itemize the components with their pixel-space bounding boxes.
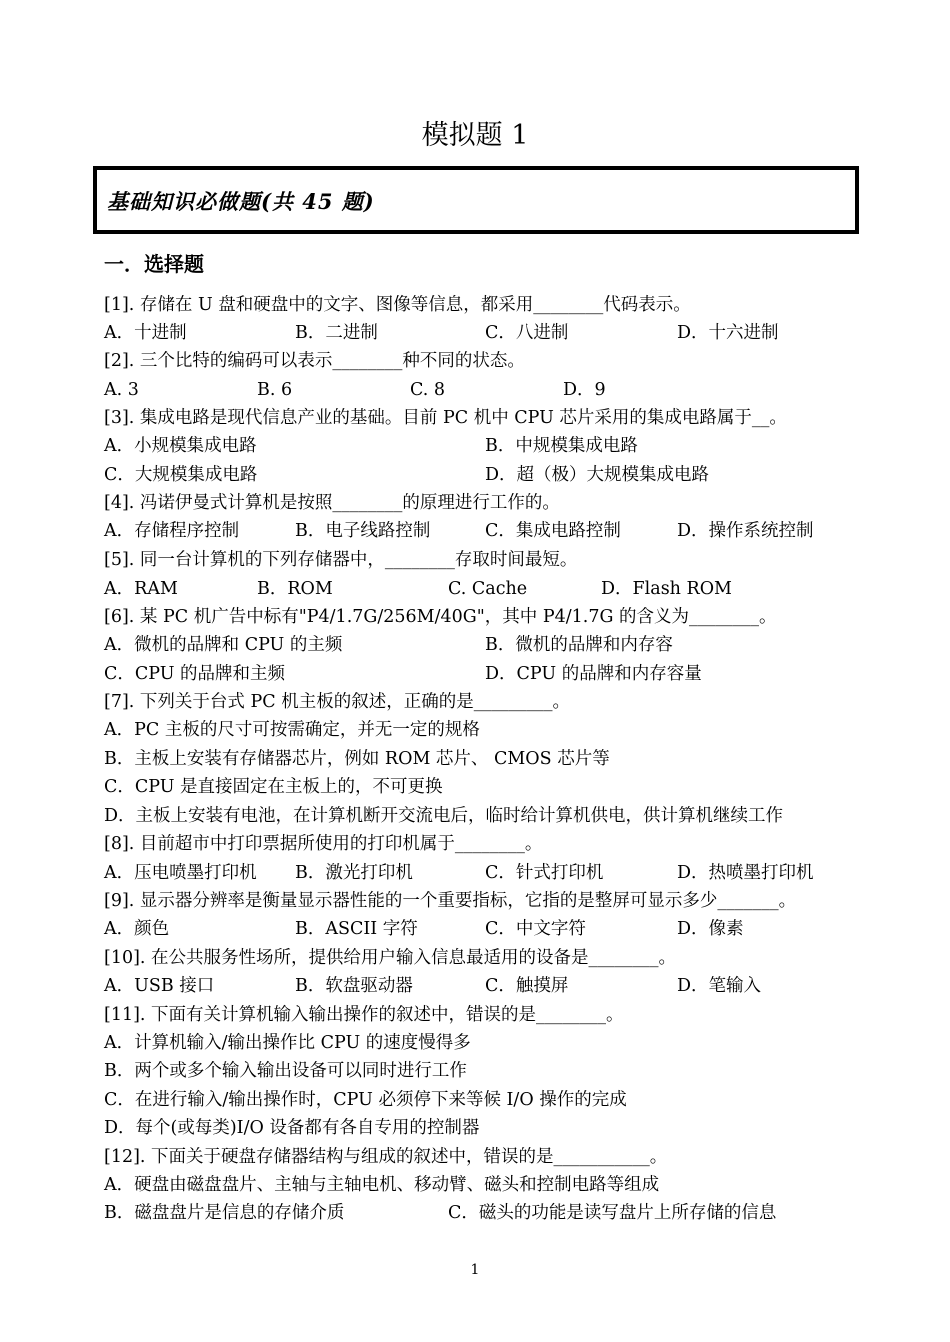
answer-option: D．像素 — [677, 919, 744, 939]
section-heading: 一．选择题 — [104, 252, 204, 276]
answer-option: D．9 — [563, 380, 606, 400]
question-line: A．硬盘由磁盘盘片、主轴与主轴电机、移动臂、磁头和控制电路等组成 — [104, 1175, 660, 1195]
answer-option: D．超（极）大规模集成电路 — [485, 465, 710, 485]
question-line: [6]. 某 PC 机广告中标有"P4/1.7G/256M/40G"，其中 P4/1.7G 的含义为________。 — [104, 607, 777, 627]
answer-option: D．操作系统控制 — [677, 521, 814, 541]
question-line: [5]. 同一台计算机的下列存储器中，________存取时间最短。 — [104, 550, 578, 570]
answer-option: B. 6 — [257, 380, 293, 400]
answer-option: A．微机的品牌和 CPU 的主频 — [104, 635, 343, 655]
answer-option: D．十六进制 — [677, 323, 779, 343]
answer-option: C. 8 — [410, 380, 446, 400]
answer-option: D．热喷墨打印机 — [677, 863, 814, 883]
question-line: C．在进行输入/输出操作时，CPU 必须停下来等候 I/O 操作的完成 — [104, 1090, 627, 1110]
section-box — [93, 166, 859, 234]
answer-option: C．磁头的功能是读写盘片上所存储的信息 — [448, 1203, 777, 1223]
answer-option: A．小规模集成电路 — [104, 436, 257, 456]
question-line: [1]. 存储在 U 盘和硬盘中的文字、图像等信息，都采用________代码表示。 — [104, 295, 691, 315]
question-line: D．每个(或每类)I/O 设备都有各自专用的控制器 — [104, 1118, 480, 1138]
question-line: [7]. 下列关于台式 PC 机主板的叙述，正确的是_________。 — [104, 692, 570, 712]
page-title: 模拟题 1 — [421, 120, 529, 151]
answer-option: C．CPU 的品牌和主频 — [104, 664, 286, 684]
answer-option: B．ASCII 字符 — [295, 919, 418, 939]
question-line: B．主板上安装有存储器芯片，例如 ROM 芯片、 CMOS 芯片等 — [104, 749, 610, 769]
answer-option: D．Flash ROM — [601, 579, 732, 599]
section-title: 基础知识必做题(共 45 题) — [107, 189, 375, 214]
answer-option: C．大规模集成电路 — [104, 465, 258, 485]
answer-option: B．软盘驱动器 — [295, 976, 413, 996]
answer-option: B．中规模集成电路 — [485, 436, 638, 456]
question-line: C．CPU 是直接固定在主板上的，不可更换 — [104, 777, 443, 797]
question-line: A．PC 主板的尺寸可按需确定，并无一定的规格 — [104, 720, 480, 740]
question-line: [3]. 集成电路是现代信息产业的基础。目前 PC 机中 CPU 芯片采用的集成电路属于__。 — [104, 408, 787, 428]
answer-option: B．微机的品牌和内存容 — [485, 635, 673, 655]
page-number: 1 — [470, 1262, 480, 1278]
answer-option: A．十进制 — [104, 323, 187, 343]
question-line: B．两个或多个输入输出设备可以同时进行工作 — [104, 1061, 467, 1081]
answer-option: C．集成电路控制 — [485, 521, 621, 541]
answer-option: C．八进制 — [485, 323, 569, 343]
question-line: [10]. 在公共服务性场所，提供给用户输入信息最适用的设备是________。 — [104, 948, 677, 968]
answer-option: A．颜色 — [104, 919, 170, 939]
question-line: D．主板上安装有电池，在计算机断开交流电后，临时给计算机供电，供计算机继续工作 — [104, 806, 784, 826]
answer-option: D．CPU 的品牌和内存容量 — [485, 664, 702, 684]
answer-option: A．RAM — [104, 579, 178, 599]
answer-option: B．磁盘盘片是信息的存储介质 — [104, 1203, 345, 1223]
question-line: [2]. 三个比特的编码可以表示________种不同的状态。 — [104, 351, 525, 371]
answer-option: A．USB 接口 — [104, 976, 215, 996]
answer-option: C．触摸屏 — [485, 976, 569, 996]
question-line: [11]. 下面有关计算机输入输出操作的叙述中，错误的是________。 — [104, 1005, 624, 1025]
answer-option: A. 3 — [104, 380, 139, 400]
question-line: [4]. 冯诺伊曼式计算机是按照________的原理进行工作的。 — [104, 493, 560, 513]
answer-option: B．二进制 — [295, 323, 378, 343]
answer-option: A．存储程序控制 — [104, 521, 240, 541]
answer-option: C．中文字符 — [485, 919, 586, 939]
question-line: [9]. 显示器分辨率是衡量显示器性能的一个重要指标，它指的是整屏可显示多少_______。 — [104, 891, 797, 911]
question-line: [8]. 目前超市中打印票据所使用的打印机属于________。 — [104, 834, 543, 854]
question-line: A．计算机输入/输出操作比 CPU 的速度慢得多 — [104, 1033, 471, 1053]
answer-option: B．电子线路控制 — [295, 521, 431, 541]
answer-option: B．ROM — [257, 579, 333, 599]
answer-option: C．针式打印机 — [485, 863, 604, 883]
answer-option: B．激光打印机 — [295, 863, 413, 883]
answer-option: C. Cache — [448, 579, 528, 599]
answer-option: A．压电喷墨打印机 — [104, 863, 257, 883]
answer-option: D．笔输入 — [677, 976, 762, 996]
question-line: [12]. 下面关于硬盘存储器结构与组成的叙述中，错误的是___________。 — [104, 1147, 668, 1167]
